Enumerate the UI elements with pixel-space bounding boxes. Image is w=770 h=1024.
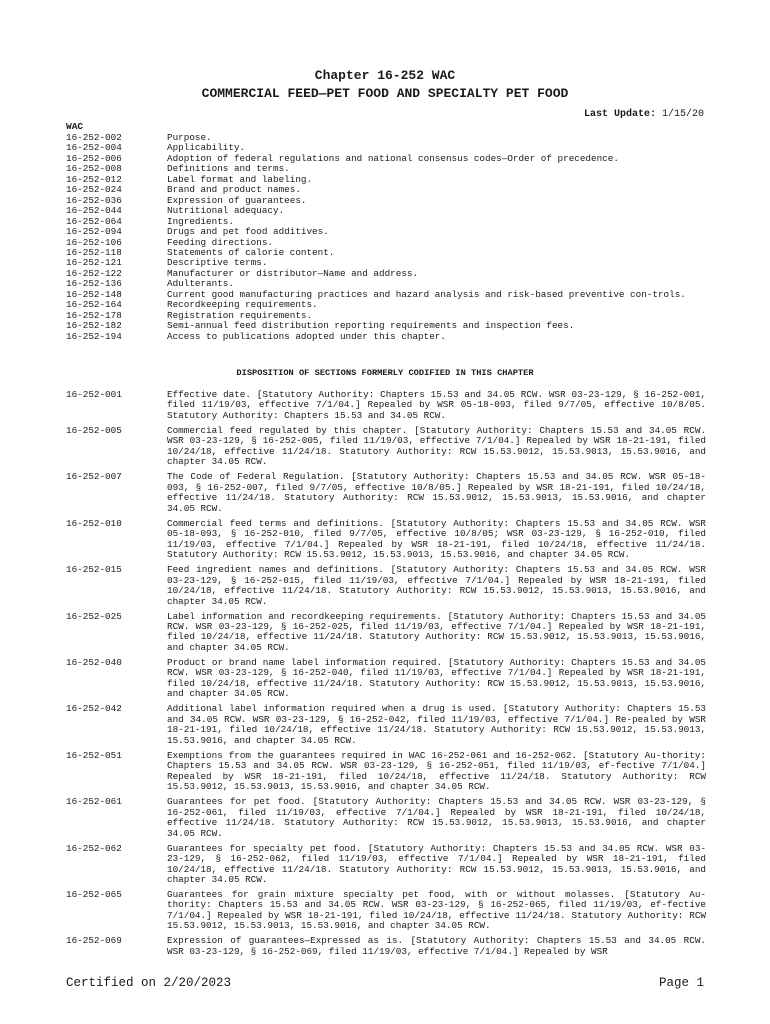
section-text: Manufacturer or distributor—Name and address. (167, 267, 419, 279)
section-text: Drugs and pet food additives. (167, 226, 329, 238)
section-text: Expression of guarantees—Expressed as is. [Statutory Authority: Chapters 15.53 and 34.05 RCW. WSR 03-23-129, § 16-252-069, filed 11/19/03, effective 7/1/04.] Repealed by WSR (167, 935, 706, 957)
section-number: 16-252-006 (66, 152, 122, 164)
section-text: Semi-annual feed distribution reporting requirements and inspection fees. (167, 320, 575, 332)
toc-row (66, 332, 706, 342)
toc-row (66, 164, 706, 174)
last-update (584, 109, 704, 121)
section-text: Purpose. (167, 132, 212, 143)
section-number: 16-252-065 (66, 889, 122, 901)
section-number: 16-252-121 (66, 257, 122, 269)
section-number: 16-252-094 (66, 226, 122, 238)
section-number: 16-252-061 (66, 796, 122, 808)
section-text: Access to publications adopted under this chapter. (167, 330, 446, 342)
section-number: 16-252-122 (66, 267, 122, 279)
toc-row (66, 133, 706, 143)
section-text: Brand and product names. (167, 184, 301, 196)
disposition-row (66, 704, 706, 746)
disposition-row (66, 612, 706, 654)
section-number: 16-252-062 (66, 842, 122, 854)
section-text: Effective date. [Statutory Authority: Chapters 15.53 and 34.05 RCW. WSR 03-23-129, § 16-252-001, filed 11/19/03, effective 7/1/04.] Repealed by WSR 05-18-093, filed 9/7/05, effective 10/8/05. Statutory Authority: Chapters 15.53 and 34.05 RCW. (167, 389, 706, 421)
section-number: 16-252-024 (66, 184, 122, 196)
section-number: 16-252-182 (66, 320, 122, 332)
section-number: 16-252-136 (66, 278, 122, 290)
section-number: 16-252-010 (66, 517, 122, 529)
section-number: 16-252-040 (66, 656, 122, 668)
section-number: 16-252-015 (66, 564, 122, 576)
disposition-row (66, 844, 706, 886)
section-text: Feeding directions. (167, 236, 274, 248)
disposition-list (66, 390, 706, 962)
section-text: Label information and recordkeeping requirements. [Statutory Authority: Chapters 15.53 and 34.05 RCW. WSR 03-23-129, § 16-252-025, filed 11/19/03, effective 7/1/04.] Repealed by WSR 18-21-191, filed 10/24/18, effective 11/24/18. Statutory Authority: RCW 15.53.9012, 15.53.9013, 15.53.9016, and chapter 34.05 RCW. (167, 610, 706, 653)
section-text: The Code of Federal Regulation. [Statutory Authority: Chapters 15.53 and 34.05 RCW. WSR 05-18-093, § 16-252-007, filed 9/7/05, effective 10/8/05.] Repealed by WSR 18-21-191, filed 10/24/18, effective 11/24/18. Statutory Authority: RCW 15.53.9012, 15.53.9013, 15.53.9016, and chapter 34.05 RCW. (167, 471, 706, 514)
last-update-label: Last Update: (583, 109, 656, 120)
toc-row (66, 248, 706, 258)
toc-row (66, 154, 706, 164)
section-text: Applicability. (167, 142, 246, 154)
disposition-heading: DISPOSITION OF SECTIONS FORMERLY CODIFIED IN THIS CHAPTER (236, 368, 534, 378)
section-text: Expression of guarantees. (167, 194, 307, 206)
section-number: 16-252-005 (66, 424, 122, 436)
section-text: Guarantees for grain mixture specialty pet food, with or without molasses. [Statutory Au-thority: Chapters 15.53 and 34.05 RCW. WSR 03-23-129, § 16-252-065, filed 11/19/03, ef-fective 7/1/04.] Repealed by WSR 18-21-191, filed 10/24/18, effective 11/24/18. Statutory Authority: RCW 15.53.9012, 15.53.9013, 15.53.9016, and chapter 34.05 RCW. (167, 889, 706, 932)
section-text: Label format and labeling. (167, 173, 313, 185)
section-text: Definitions and terms. (167, 163, 290, 175)
section-text: Feed ingredient names and definitions. [Statutory Authority: Chapters 15.53 and 34.05 RCW. WSR 03-23-129, § 16-252-015, filed 11/19/03, effective 7/1/04.] Repealed by WSR 18-21-191, filed 10/24/18, effective 11/24/18. Statutory Authority: RCW 15.53.9012, 15.53.9013, 15.53.9016, and chapter 34.05 RCW. (167, 564, 706, 607)
section-text: Registration requirements. (167, 309, 313, 321)
section-number: 16-252-025 (66, 610, 122, 622)
toc-row (66, 196, 706, 206)
disposition-row (66, 390, 706, 421)
toc-row (66, 175, 706, 185)
toc-row (66, 185, 706, 195)
section-number: 16-252-036 (66, 194, 122, 206)
disposition-row (66, 472, 706, 514)
toc-heading: WAC (66, 121, 84, 132)
last-update-value: 1/15/20 (661, 109, 704, 120)
section-number: 16-252-002 (66, 132, 122, 143)
section-text: Current good manufacturing practices and hazard analysis and risk-based preventive con-trols. (167, 288, 686, 300)
section-number: 16-252-148 (66, 288, 122, 300)
disposition-row (66, 751, 706, 793)
section-number: 16-252-118 (66, 246, 122, 258)
toc-row (66, 290, 706, 300)
section-number: 16-252-064 (66, 215, 122, 227)
section-number: 16-252-008 (66, 163, 122, 175)
disposition-row (66, 565, 706, 607)
section-text: Exemptions from the guarantees required in WAC 16-252-061 and 16-252-062. [Statutory Au-thority: Chapters 15.53 and 34.05 RCW. WSR 03-23-129, § 16-252-051, filed 11/19/03, ef-fective 7/1/04.] Repealed by WSR 18-21-191, filed 10/24/18, effective 11/24/18. Statutory Authority: RCW 15.53.9012, 15.53.9013, 15.53.9016, and chapter 34.05 RCW. (167, 749, 706, 793)
disposition-row (66, 519, 706, 561)
section-number: 16-252-004 (66, 142, 122, 154)
section-text: Commercial feed regulated by this chapter. [Statutory Authority: Chapters 15.53 and 34.05 RCW. WSR 03-23-129, § 16-252-005, filed 11/19/03, effective 7/1/04.] Repealed by WSR 18-21-191, filed 10/24/18, effective 11/24/18. Statutory Authority: RCW 15.53.9012, 15.53.9013, 15.53.9016, and chapter 34.05 RCW. (167, 424, 706, 468)
disposition-row (66, 658, 706, 700)
section-number: 16-252-164 (66, 299, 122, 311)
section-text: Additional label information required when a drug is used. [Statutory Authority: Chapters 15.53 and 34.05 RCW. WSR 03-23-129, § 16-252-042, filed 11/19/03, effective 7/1/04.] Re-pealed by WSR 18-21-191, filed 10/24/18, effective 11/24/18. Statutory Authority: RCW 15.53.9012, 15.53.9013, 15.53.9016, and chapter 34.05 RCW. (167, 703, 706, 746)
section-text: Descriptive terms. (167, 257, 268, 269)
disposition-row (66, 426, 706, 468)
section-text: Ingredients. (167, 215, 234, 227)
chapter-subtitle: COMMERCIAL FEED—PET FOOD AND SPECIALTY PET FOOD (201, 86, 569, 101)
section-text: Guarantees for pet food. [Statutory Authority: Chapters 15.53 and 34.05 RCW. WSR 03-23-129, § 16-252-061, filed 11/19/03, effective 7/1/04.] Repealed by WSR 18-21-191, filed 10/24/18, effective 11/24/18. Statutory Authority: RCW 15.53.9012, 15.53.9013, 15.53.9016, and chapter 34.05 RCW. (167, 796, 706, 839)
toc-row (66, 206, 706, 216)
table-of-contents (66, 133, 706, 342)
section-number: 16-252-106 (66, 236, 122, 248)
page-number: Page 1 (658, 976, 704, 990)
section-text: Recordkeeping requirements. (167, 299, 318, 311)
section-number: 16-252-069 (66, 935, 122, 947)
chapter-title: Chapter 16-252 WAC (314, 68, 456, 83)
section-number: 16-252-001 (66, 389, 122, 400)
section-text: Product or brand name label information required. [Statutory Authority: Chapters 15.53 and 34.05 RCW. WSR 03-23-129, § 16-252-040, filed 11/19/03, effective 7/1/04.] Repealed by WSR 18-21-191, filed 10/24/18, effective 11/24/18. Statutory Authority: RCW 15.53.9012, 15.53.9013, 15.53.9016, and chapter 34.05 RCW. (167, 656, 706, 700)
section-number: 16-252-051 (66, 749, 122, 761)
section-text: Statements of calorie content. (167, 246, 335, 258)
toc-row (66, 227, 706, 237)
section-number: 16-252-044 (66, 205, 122, 217)
section-text: Adulterants. (167, 278, 234, 290)
section-number: 16-252-012 (66, 173, 122, 185)
section-number: 16-252-007 (66, 471, 122, 483)
section-number: 16-252-178 (66, 309, 122, 321)
section-text: Commercial feed terms and definitions. [Statutory Authority: Chapters 15.53 and 34.05 RCW. WSR 05-18-093, § 16-252-010, filed 9/7/05, effective 10/8/05; WSR 03-23-129, § 16-252-010, filed 11/19/03, effective 7/1/04.] Repealed by WSR 18-21-191, filed 10/24/18, effective 11/24/18. Statutory Authority: RCW 15.53.9012, 15.53.9013, 15.53.9016, and chapter 34.05 RCW. (167, 517, 706, 561)
section-text: Guarantees for specialty pet food. [Statutory Authority: Chapters 15.53 and 34.05 RCW. WSR 03-23-129, § 16-252-062, filed 11/19/03, effective 7/1/04.] Repealed by WSR 18-21-191, filed 10/24/18, effective 11/24/18. Statutory Authority: RCW 15.53.9012, 15.53.9013, 15.53.9016, and chapter 34.05 RCW. (167, 842, 706, 885)
certified-date: Certified on 2/20/2023 (66, 976, 232, 990)
section-number: 16-252-194 (66, 330, 122, 342)
section-number: 16-252-042 (66, 703, 122, 715)
toc-row (66, 217, 706, 227)
disposition-row (66, 936, 706, 957)
toc-row (66, 300, 706, 310)
toc-row (66, 269, 706, 279)
disposition-row (66, 890, 706, 932)
section-text: Adoption of federal regulations and national consensus codes—Order of precedence. (167, 152, 619, 164)
disposition-row (66, 797, 706, 839)
toc-row (66, 238, 706, 248)
section-text: Nutritional adequacy. (167, 205, 285, 217)
